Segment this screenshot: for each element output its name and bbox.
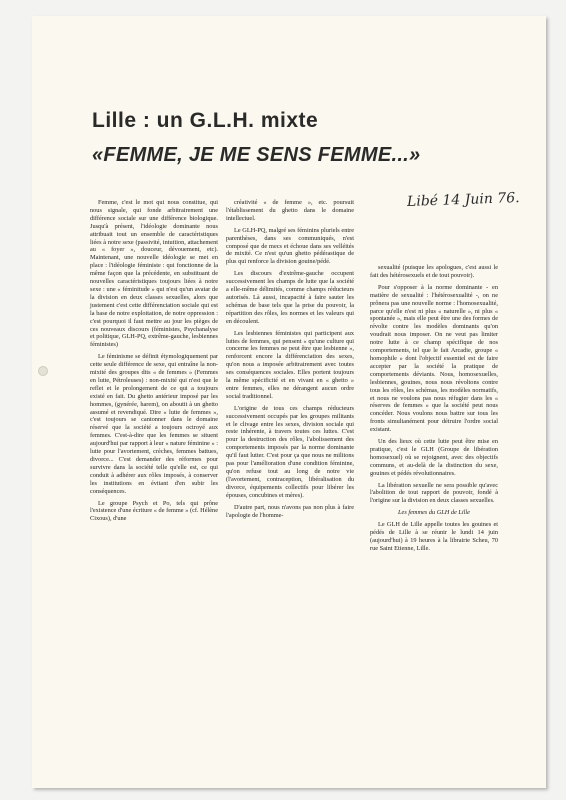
paragraph: Pour s'opposer à la norme dominante - en matière de sexualité : l'hétérosexualité -, on ne prônera pas une nouvelle norme : l'homosexualité, parce qu'elle n'est ni plus « naturelle », ni plus « spontanée », mais elle peut être une des formes de révolte contre les modèles dominants qu'on voudrait nous imposer. On ne veut pas limiter notre lutte à ce champ spécifique de nos comportements, tel que le fait Arcadie, groupe « homophile » dont l'objectif essentiel est de faire accepter par la société la pratique de comportements déviants. Nous, homosexuelles, lesbiennes, gouines, nous nous révoltons contre tous les rôles, les schémas, les modèles normatifs, et nous ne voulons pas nous réfugier dans les « réserves de femmes » que la société peut nous concéder. Nous voulons nous battre sur tous les fronts simultanément pour détruire l'ordre social existant. (370, 283, 498, 434)
paragraph: L'origine de tous ces champs réducteurs successivement occupés par les groupes militants et le clivage entre les sexes, division sociale qui reste inhérente, à travers toutes ces luttes. C'est pour la destruction des rôles, l'abolissement des comportements imposés par la norme dominante qu'il faut lutter. C'est pour ça que nous ne militons pas pour l'amélioration d'une condition féminine, qu'on refuse tout au long de notre vie (l'avortement, contraception, libéralisation du divorce, équipements collectifs pour libérer les épouses, concubines et mères). (226, 404, 354, 499)
article-column-3 (370, 264, 498, 704)
paragraph: D'autre part, nous n'avons pas non plus à faire l'apologie de l'homme- (226, 503, 354, 519)
headline: Lille : un G.L.H. mixte (92, 109, 319, 132)
handwritten-date-note: Libé 14 Juin 76. (406, 190, 520, 210)
meeting-announcement: Le GLH de Lille appelle toutes les gouines et pédés de Lille à se réunir le lundi 14 juin (aujourd'hui) à 19 heures à la librairie Scheu, 70 rue Saint Etienne, Lille. (370, 521, 498, 552)
paragraph: Un des lieux où cette lutte peut être mise en pratique, c'est le GLH (Groupe de libération homosexuel) où se rejoignent, avec des objectifs communs, et au-delà de la distinction du sexe, gouines et pédés révolutionnaires. (370, 438, 498, 477)
paragraph: sexualité (puisque les apologues, c'est aussi le fait des hétérosexuels et de tout pouvoir). (370, 264, 498, 279)
signature: Les femmes du GLH de Lille (398, 509, 470, 517)
paragraph: Le groupe Psych et Po, tels qui prône l'existence d'une écriture « de femme » (cf. Hélène Cixous), d'une (90, 499, 218, 523)
paragraph: La libération sexuelle ne sera possible qu'avec l'abolition de tout rapport de pouvoir, fondé à l'origine sur la division en deux classes sexuelles. (370, 481, 498, 505)
paragraph: Le GLH-PQ, malgré ses féminins pluriels entre parenthèses, dans ses communiqués, n'est composé que de mecs et échoue dans ses velléités de mixité. Ce n'est qu'un ghetto pédérastique de plus qui renforce la division gouine/pédé. (226, 226, 354, 266)
paragraph: créativité « de femme », etc. poursuit l'établissement du ghetto dans le domaine intellectuel. (226, 199, 354, 222)
paragraph: Les lesbiennes féministes qui participent aux luttes de femmes, qui pensent « qu'une culture qui concerne les femmes ne peut être que lesbienne », renforcent encore la différenciation des sexes, qu'on nous a imposée arbitrairement avec toutes ses conséquences sociales. Elles portent toujours la même spécificité et en vivant en « ghetto » entre femmes, elles ne dérangent aucun ordre social traditionnel. (226, 329, 354, 400)
article-column-1 (90, 199, 218, 699)
paragraph: Le féminisme se définit étymologiquement par cette seule différence de sexe, qui entraîne la non-mixité des groupes dits « de femmes » (Femmes en lutte, Pétroleuses) : non-mixité qui n'est que le reflet et le prolongement de ce qui a toujours existé en fait. Du ghetto antérieur imposé par les hommes, (gynérée, harem), on aboutit à un ghetto assumé et revendiqué. Dire « lutte de femmes », c'est toujours se cantonner dans le domaine réservé que la société a toujours octroyé aux femmes. C'est-à-dire que les femmes se situent aujourd'hui par rapport à leur « nature féminine » : lutte pour l'avortement, crèches, femmes battues, divorce... C'est demander des réformes pour survivre dans la société telle qu'elle est, ce qui conduit à adhérer aux rôles imposés, à conserver les institutions en évitant d'en subir les conséquences. (90, 353, 218, 495)
punch-hole (38, 366, 48, 376)
paragraph: Femme, c'est le mot qui nous constitue, qui nous signale, qui fonde arbitrairement une différence sociale sur une différence biologique. Jusqu'à présent, l'idéologie dominante nous attribuait tout un ensemble de caractéristiques liées à notre sexe (passivité, intuition, attachement au « foyer », douceur, dévouement, etc). Maintenant, une nouvelle idéologie se met en place : l'idéologie féministe : qui fonctionne de la même façon que la précédente, en substituant de nouvelles caractéristiques toujours liées à notre sexe : une « féminitude » qui n'est qu'un avatar de la division en deux classes sexuelles, alors que justement c'est cette différenciation sociale qui est la base de notre exploitation, de notre oppression : c'est pourquoi il faut mettre au jour les pièges de ces nouveaux discours (féministes, Psychanalyse et politique, GLH-PQ, extrême-gauche, lesbiennes féministes) (90, 199, 218, 349)
newspaper-clipping (32, 16, 546, 788)
article-column-2 (226, 199, 354, 629)
subheadline: «FEMME, JE ME SENS FEMME...» (92, 144, 421, 166)
paragraph: Les discours d'extrême-gauche occupent successivement les champs de lutte que la société a elle-même délimités, comme champs réducteurs autorisés. Là aussi, incapacité à faire sauter les schémas de base tels que la prise du pouvoir, la répartition des rôles, les normes et les valeurs qui en découlent. (226, 270, 354, 325)
